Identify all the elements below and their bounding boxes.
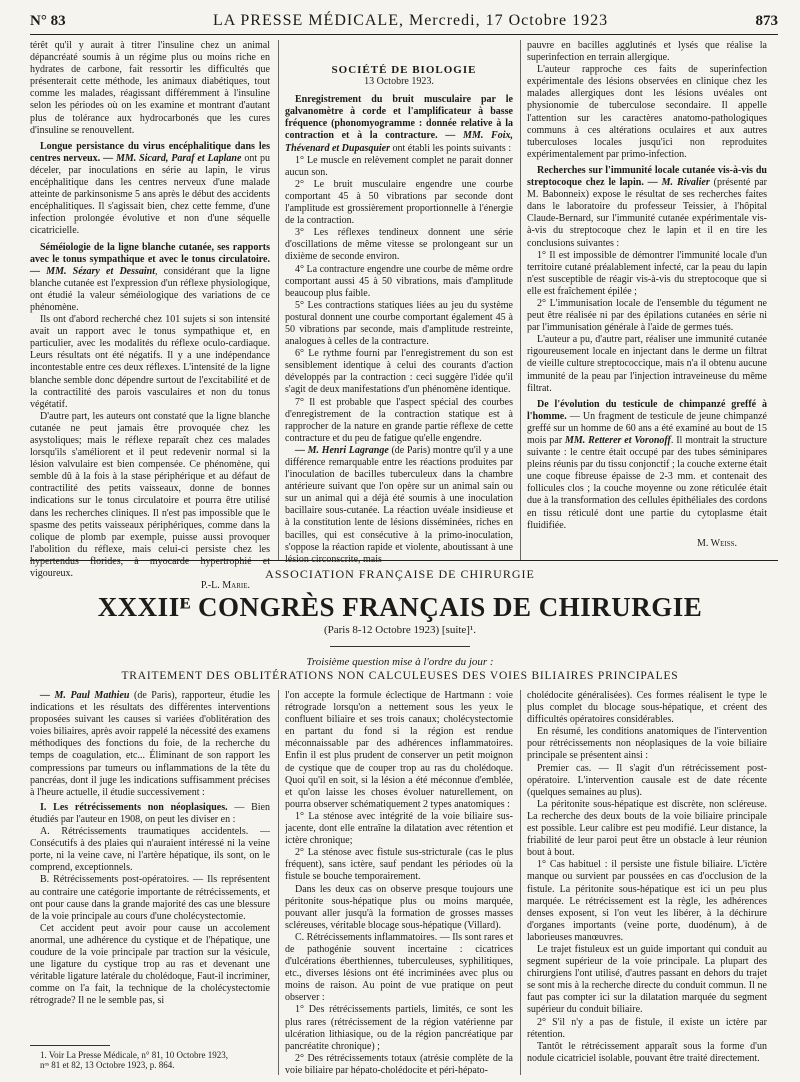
paragraph: A. Rétrécissements traumatiques accidentels. — Consécutifs à des plaies qui n'auraient intéressé ni la veine porte, ni la veine cave, ni l'artère hépatique, ils sont, on le comprend, exceptionnels. [30,826,270,874]
article-heading: Longue persistance du virus encéphalitique dans les centres nerveux. [30,140,270,164]
list-item: 5° Les contractions statiques liées au jeu du système postural donnent une courbe comportant également 45 à 50 vibrations par seconde, mais d'amplitude restreinte, analogues à celles de la contracture. [285,299,513,348]
column-rule [278,40,279,560]
paragraph: Cet accident peut avoir pour cause un accolement anormal, une adhérence du cystique et de l'hépatique, une coudure de la voie principale par traction sur la vésicule, une ligature du cystique trop au ras et devenant une véritable ligature latérale du cholédoque, Faut-il incriminer, comme on l'a fait, la technique de la cholécystectomie rétrograde? Il ne le semble pas, si [30,922,270,1007]
paragraph: Ils ont d'abord recherché chez 101 sujets si son intensité avait un rapport avec le tonus sympathique et, en particulier, avec les modalités du réflexe oculo-cardiaque. Leurs résultats ont été négatifs. Il y a une indépendance incontestable entre ces deux réflexes. L'intensité de la ligne blanche semble donc dépendre surtout de l'excitabilité et de la contractilité des parois vasculaires et non du tonus végétatif. [30,314,270,410]
article-text: , considérant que la ligne blanche cutanée est l'expression d'un réflexe physiologique, ont étudié la valeur séméiologique des variations de ce phénomène. [30,265,270,313]
list-item: 4° La contracture engendre une courbe de même ordre comportant aussi 45 à 50 vibrations, mais d'amplitude beaucoup plus faible. [285,263,513,299]
article-text: (présenté par M. Babonneix) expose le résultat de ses recherches faites dans le laboratoire du professeur Teissier, à l'hôpital Claude-Bernard, sur l'immunité cutanée expérimentale vis-à-vis du streptocoque chez le lapin et il en tire les conclusions suivantes : [527,177,767,249]
article-heading: Enregistrement du bruit musculaire par le galvanomètre à corde et l'amplificateur à basse fréquence (phonomyogramme : donnée relative à la contraction et à la contracture. [285,94,513,142]
paragraph [527,399,767,532]
paragraph: D'autre part, les auteurs ont constaté que la ligne blanche cutanée ne peut jamais être provoquée chez les asystoliques; mais le réflexe reparaît chez ces malades lorsqu'ils s'améliorent et il peut redevenir normal si la lésion valvulaire est bien compensée. Ce phénomène, qui semble dû à la fois à la stase périphérique et au défaut de contractilité des petits vaisseaux, donne de bonnes indications sur le tonus circulatoire et pourra être utilisé dans les recherches cliniques. Il n'est pas impossible que le spasme des petits vaisseaux périphériques, comme dans la colique de plomb par exemple, puisse aussi provoquer l'abolition du réflexe, mais celui-ci persiste chez les hypertendus florides, à myocarde hypertrophié et vigoureux. [30,410,270,580]
paragraph: 2° S'il n'y a pas de fistule, il existe un ictère par rétention. [527,1016,767,1040]
paragraph: Dans les deux cas on observe presque toujours une péritonite sous-hépatique plus ou moins marquée, pouvant aller jusqu'à la formation de grosses masses scléreuses, véritable blocage sous-hépatique (Villard). [285,883,513,931]
article-text: ont établi les points suivants : [390,142,512,154]
paragraph [285,445,513,566]
paragraph: L'auteur rapproche ces faits de superinfection expérimentale des lésions observées en clinique chez les malades allergiques dont les lésions uvéales ont physionomie de tuberculose secondaire. Il appelle l'attention sur les caractères anatomo-pathologiques communs à ces altérations oculaires et aux autres tuberculoses locales jusqu'ici non reproduites expérimentalement par primo-infection. [527,64,767,160]
association-heading: ASSOCIATION FRANÇAISE DE CHIRURGIE [265,567,535,581]
footnote [40,1050,270,1070]
list-item: 2° La sténose avec fistule sus-stricturale (cas le plus fréquent), sans ictère, sauf pendant les périodes où la fistule se bouche temporairement. [285,847,513,883]
article-authors: — MM. Sicard, Paraf et Laplane [100,152,242,164]
paragraph [30,242,270,315]
article-authors: — MM. Sézary et Dessaint [30,265,156,277]
congress-title: XXXIIᴱ CONGRÈS FRANÇAIS DE CHIRURGIE [97,592,703,622]
article-text: (de Paris), rapporteur, étudie les indications et les résultats des différentes interventions proposées suivant les causes si variées d'oblitération des voies biliaires, après avoir rappelé la nécessité des examens méthodiques des fonctions du foie, de la recherche du temps de coagulation, etc... Éliminant de son rapport les compressions par tumeurs ou inflammations de la tête du pancréas, dont il juge les indications suffisamment précises à l'heure actuelle, il étudie successivement : [30,690,270,798]
article-text: ont pu déceler, par inoculations en série au lapin, le virus encéphalitique dans les centres nerveux d'une malade atteinte de parkinsonisme 5 ans après le début des accidents encéphalitiques. Il s'agissait bien, chez cette femme, d'une infection prolongée évolutive et non d'une séquelle cicatricielle. [30,152,271,237]
paragraph: 1° Cas habituel : il persiste une fistule biliaire. L'ictère manque ou survient par poussées en cas d'occlusion de la fistule. La péritonite sous-hépatique est ici un peu plus marquée. Le rétrécissement est la règle, les adhérences denses exposent, si l'on veut les libérer, à la déchirure d'organes importants (veine porte, duodénum), à de laborieuses manœuvres. [527,859,767,943]
article-heading: Séméiologie de la ligne blanche cutanée, ses rapports avec le tonus sympathique et avec le tonus circulatoire. [30,241,270,265]
article-text: . Il montrait la structure suivante : le centre était occupé par des tubes séminipares pleins réunis par du tissu conjonctif ; la couche externe était une coque fibreuse épaisse de 2-3 mm. et contenait des follicules clos ; la couche moyenne ou zone réticulée était due à la transformation des cellules épithéliales des cordons en tissu réticulé dont une partie du cytoplasme était fluidifiée. [527,435,767,531]
running-header [30,12,778,35]
paragraph: En résumé, les conditions anatomiques de l'intervention pour rétrécissements non néoplasiques de la voie biliaire principale se présentent ainsi : [527,726,767,762]
paragraph: Le trajet fistuleux est un guide important qui conduit au segment supérieur de la voie principale. La plupart des chirurgiens l'ont utilisé, d'autres passant en dehors du trajet se sont mis à la recherche directe du conduit commun. Il ne faut pas compter ici sur la dilatation marquée du segment supérieur du conduit biliaire. [527,943,767,1016]
paragraph: L'auteur a pu, d'autre part, réaliser une immunité cutanée rigoureusement locale en injectant dans le derme un filtrat de vieille culture streptococcique, mais n'a il obtenu aucune immunité de la peau par l'injection intraveineuse du même filtrat. [527,334,767,394]
short-rule [330,646,470,647]
article-heading: I. Les rétrécissements non néoplasiques. [40,801,228,813]
list-item: 3° Les réflexes tendineux donnent une série d'oscillations de même vitesse se prolongeant sur un dixième de seconde environ. [285,227,513,263]
paragraph [30,802,270,826]
signature: M. Weiss. [696,537,737,549]
footnote-line: nᵒˢ 81 et 82, 13 Octobre 1923, p. 864. [40,1060,175,1070]
paragraph: pauvre en bacilles agglutinés et lysés que réalise la superinfection en terrain allergique. [527,40,767,64]
paragraph [285,94,513,154]
column-rule [520,40,521,560]
list-item: 2° Le bruit musculaire engendre une courbe comportant 45 à 50 vibrations par seconde dont l'amplitude est grossièrement proportionnelle à l'énergie de la contraction. [285,178,513,227]
article-heading: De l'évolution du testicule de chimpanzé greffé à l'homme. [527,398,767,422]
page-number: N° 83 [30,13,66,29]
article-authors: — M. Henri Lagrange [295,444,389,456]
folio: 873 [755,13,778,29]
article-authors: — M. Paul Mathieu [40,690,130,701]
paragraph: térêt qu'il y aurait à titrer l'insuline chez un animal dépancréaté soumis à un régime plus ou moins riche en hydrates de carbone, fait ressortir les difficultés que présenterait cette méthode, les animaux diabétiques, tout comme les malades, réagissant différemment à l'insuline selon les périodes où on les examine et montrant d'autant plus de tolérance aux hydrocarbonés que les cures d'insuline se renouvellent. [30,40,270,136]
section-title: SOCIÉTÉ DE BIOLOGIE [331,64,477,76]
session-date: 13 Octobre 1923. [364,76,434,88]
signature: P.-L. Marie. [200,580,250,592]
footnote-rule [30,1045,110,1046]
question-heading: Troisième question mise à l'ordre du jour : [306,656,494,668]
lower-column-3 [527,690,767,1075]
article-authors: — MM. Foix, Thévenard et Dupasquier [285,130,514,154]
paragraph: l'on accepte la formule éclectique de Hartmann : voie rétrograde lorsqu'on a nettement sous les yeux le confluent biliaire et ses trois canaux; cholécystectomie en partant du fond si la région est rendue méconnaissable par des adhérences inflammatoires. Enfin il est plus prudent de conserver un petit moignon de cystique que de couper trop au ras du cholédoque. Quoi qu'il en soit, si la lésion a été méconnue d'emblée, et qu'on laisse les choses évoluer naturellement, on pourra observer schématiquement 2 types anatomiques : [285,690,513,810]
section-divider [30,560,778,561]
list-item: 7° Il est probable que l'aspect spécial des courbes d'enregistrement de la contraction statique est à rapprocher de la nature en grande partie réflexe de cette contracture et du peu de fatigue qu'elle engendre. [285,396,513,444]
upper-column-2 [285,40,513,566]
article-text: — Un fragment de testicule de jeune chimpanzé greffé sur un homme de 60 ans a été examiné au bout de 15 mois par [527,410,767,446]
footnote-line: 1. Voir La Presse Médicale, n° 81, 10 Octobre 1923, [40,1050,228,1060]
list-item: 2° Des rétrécissements totaux (atrésie complète de la voie biliaire par hépato-cholédocite et péri-hépato- [285,1052,513,1075]
column-rule [520,690,521,1075]
article-text: (de Paris) montre qu'il y a une différence remarquable entre les réactions produites par l'inoculation de bacilles tuberculeux dans la chambre antérieure suivant que l'on opère sur un animal sain ou sur un animal qui a déjà été soumis à une inoculation bacillaire sous-cutanée. La réaction uvéale insidieuse et à la constitution lente de lésions disséminées, riches en bacilles, qui est consécutive à la primo-inoculation, s'oppose la réaction rapide et violente, aboutissant à une lésion circonscrite, mais [285,444,513,565]
date-line: Mercredi, 17 Octobre 1923 [408,12,609,29]
paragraph: B. Rétrécissements post-opératoires. — Ils représentent au contraire une catégorie importante de rétrécissements, et ont pour cause dans la grande majorité des cas une blessure de la voie principale au cours d'une cholécystectomie. [30,874,270,922]
article-text: — Bien étudiés par l'auteur en 1908, on peut les diviser en : [30,801,270,825]
lower-column-2 [285,690,513,1075]
upper-column-3 [527,40,767,550]
list-item: 1° Des rétrécissements partiels, limités, ce sont les plus rares (rétrécissement de la région vatérienne par ulcération lithiasique, ou de la région pancréatique par pancréatite chronique) ; [285,1004,513,1052]
list-item: 6° Le rythme fourni par l'enregistrement du son est sensiblement identique à celui des courants d'action développés par la contraction : ceci suggère l'idée qu'il s'agit de deux manifestations d'un phénomène identique. [285,348,513,396]
paragraph: La péritonite sous-hépatique est discrète, non scléreuse. La recherche des deux bouts de la voie biliaire principale est possible. Leur calibre est peu modifié. Leur distance, la friabilité de leur paroi peut être un obstacle à leur réunion bout à bout. [527,798,767,859]
paragraph [527,165,767,250]
upper-column-1 [30,40,270,592]
masthead-title: LA PRESSE MÉDICALE [212,12,399,29]
list-item: 2° L'immunisation locale de l'ensemble du tégument ne peut être réalisée ni par des épilations cutanées en série ni par l'immunisation générale à l'aide de germes tués. [527,297,767,334]
question-theme: TRAITEMENT DES OBLITÉRATIONS NON CALCULEUSES DES VOIES BILIAIRES PRINCIPALES [121,670,679,682]
paragraph: cholédocite généralisées). Ces formes réalisent le type le plus complet du blocage sous-hépatique, et créent des difficultés opératoires considérables. [527,690,767,726]
column-rule [278,690,279,1075]
paragraph: C. Rétrécissements inflammatoires. — Ils sont rares et de pathogénie souvent incertaine : cicatrices d'ulcérations éberthiennes, tuberculeuses, syphilitiques, etc., diverses lésions ont été incriminées avec plus ou moins de raison. Au point de vue pratique on peut observer : [285,931,513,1004]
masthead: LA PRESSE MÉDICALE, Mercredi, 17 Octobre 1923 [212,12,609,29]
list-item: 1° Il est impossible de démontrer l'immunité locale d'un territoire cutané préalablement infecté, car la peau du lapin n'est susceptible de réagir vis-à-vis du streptocoque que si elle est fraîchement épilée ; [527,249,767,297]
paragraph: Premier cas. — Il s'agit d'un rétrécissement post-opératoire. L'intervention causale est de date récente (quelques semaines au plus). [527,762,767,798]
article-heading: Recherches sur l'immunité locale cutanée vis-à-vis du streptocoque chez le lapin. [527,164,767,189]
article-authors: MM. Retterer et Voronoff [564,435,671,446]
paragraph [30,141,270,238]
list-item: 1° La sténose avec intégrité de la voie biliaire sus-jacente, dont elle entraîne la dilatation avec rétention et ictère chronique; [285,810,513,847]
article-authors: — M. Rivalier [643,177,710,189]
paragraph: Tantôt le rétrécissement apparaît sous la forme d'un nodule cicatriciel isolable, pouvant être traité directement. [527,1040,767,1064]
list-item: 1° Le muscle en relèvement complet ne parait donner aucun son. [285,154,513,178]
congress-dates: (Paris 8-12 Octobre 1923) [suite]¹. [323,624,477,636]
paragraph [30,690,270,799]
lower-column-1 [30,690,270,1040]
